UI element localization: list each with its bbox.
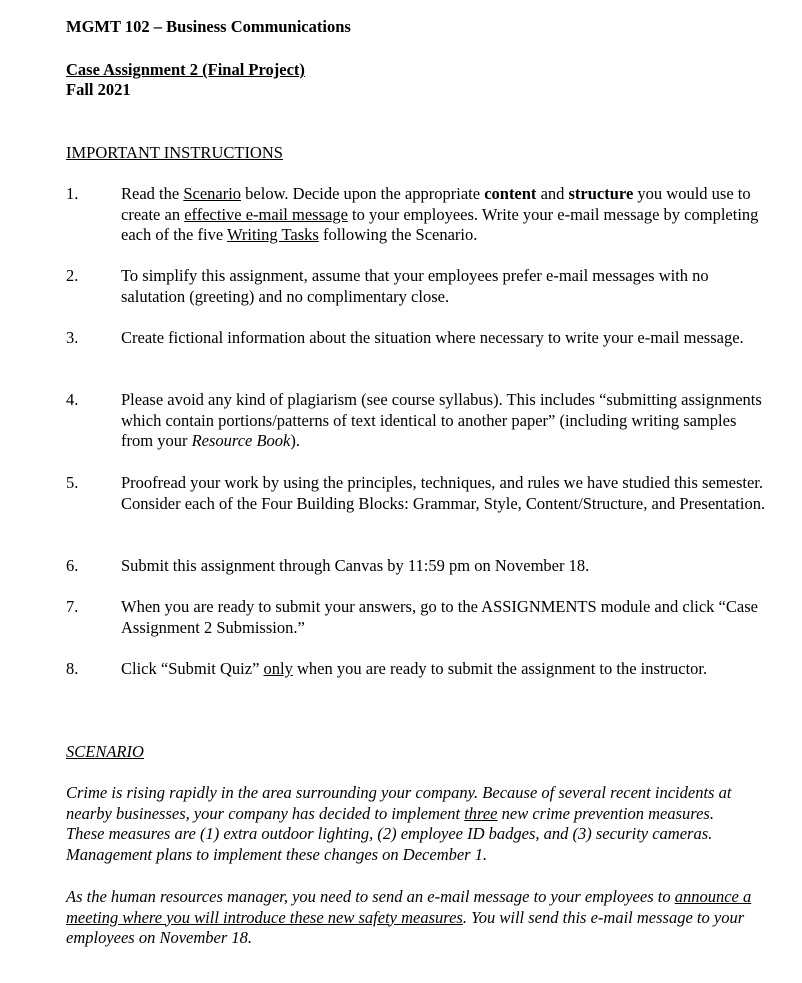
scenario-reference: Scenario xyxy=(183,184,242,203)
item-text: To simplify this assignment, assume that your employees prefer e-mail messages with no salutation (greeting) and no complimentary close. xyxy=(121,266,709,306)
item-number: 1. xyxy=(66,184,79,203)
text-run: to your employees. Write your e-mail message by completing each of the five xyxy=(121,204,759,244)
effective-email-reference: effective e-mail message xyxy=(184,204,348,224)
meeting-announcement-emphasis: announce a meeting where you will introduce these new safety measures xyxy=(66,887,752,927)
item-number: 5. xyxy=(66,473,79,492)
item-number: 4. xyxy=(66,390,79,409)
three-emphasis: three xyxy=(464,803,498,823)
item-number: 7. xyxy=(66,597,79,616)
item-number: 3. xyxy=(66,328,79,347)
item-number: 2. xyxy=(66,266,79,285)
text-run: Click “Submit Quiz” xyxy=(121,659,264,678)
item-text: Submit this assignment through Canvas by 11:59 pm on November 18. xyxy=(121,556,590,575)
item-text xyxy=(121,390,771,452)
text-run: Crime is rising rapidly in the area surrounding your company. Because of several recent incidents at nearby businesses, your company has decided to implement xyxy=(66,783,732,823)
item-text: When you are ready to submit your answers, go to the ASSIGNMENTS module and click “Case Assignment 2 Submission.” xyxy=(121,597,758,637)
item-number: 6. xyxy=(66,556,79,575)
text-run: you would use to create an xyxy=(121,184,751,224)
text-run: below. Decide upon the appropriate xyxy=(241,184,485,203)
course-title: MGMT 102 – Business Communications xyxy=(66,17,351,36)
text-run: and xyxy=(536,184,569,203)
only-emphasis: only xyxy=(263,659,293,678)
assignment-title: Case Assignment 2 (Final Project) xyxy=(66,60,305,79)
scenario-heading: SCENARIO xyxy=(66,742,144,761)
text-run: Please avoid any kind of plagiarism (see course syllabus). This includes “submitting assignments which contain portions/patterns of text identical to another paper” (including writing samples from your xyxy=(121,390,762,450)
item-number: 8. xyxy=(66,659,79,678)
emphasis-structure: structure xyxy=(568,184,634,203)
item-text xyxy=(121,184,771,246)
text-run: As the human resources manager, you need to send an e-mail message to your employees to xyxy=(66,887,675,906)
resource-book-title: Resource Book xyxy=(191,431,291,450)
text-run: . You will send this e-mail message to your employees on November 18. xyxy=(66,907,745,947)
item-text: Create fictional information about the situation where necessary to write your e-mail message. xyxy=(121,328,744,347)
text-run: Read the xyxy=(121,184,184,203)
scenario-paragraph xyxy=(66,783,756,865)
item-text xyxy=(121,659,801,680)
text-run: when you are ready to submit the assignment to the instructor. xyxy=(292,659,708,678)
text-run: following the Scenario. xyxy=(318,225,478,244)
writing-tasks-reference: Writing Tasks xyxy=(226,225,319,244)
text-run: new crime prevention measures. These measures are (1) extra outdoor lighting, (2) employee ID badges, and (3) security cameras. Management plans to implement these changes on December 1. xyxy=(66,803,714,864)
emphasis-content: content xyxy=(484,184,537,203)
item-text: Proofread your work by using the principles, techniques, and rules we have studied this semester. Consider each of the Four Building Blocks: Grammar, Style, Content/Structure, and Presentation. xyxy=(121,473,766,513)
text-run: ). xyxy=(290,431,301,450)
term-label: Fall 2021 xyxy=(66,80,131,99)
instructions-heading: IMPORTANT INSTRUCTIONS xyxy=(66,143,283,162)
scenario-paragraph xyxy=(66,887,756,949)
